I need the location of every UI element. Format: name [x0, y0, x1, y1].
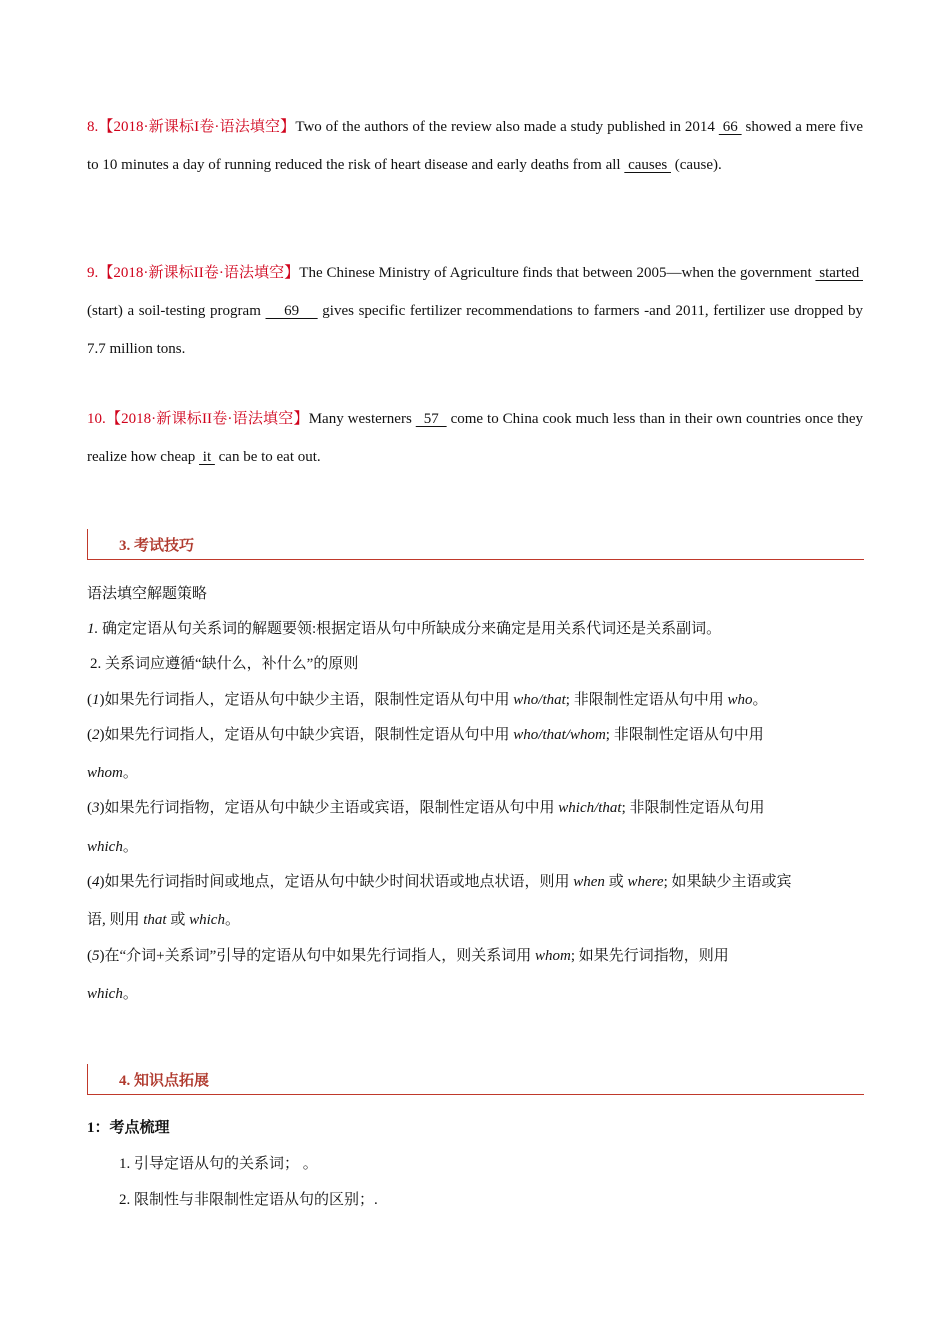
tip-number: 1.: [87, 621, 99, 637]
section-header-exam-tips: [87, 529, 864, 560]
rule-5-continued: [87, 982, 138, 1003]
rule-number: 3: [92, 800, 100, 816]
rule-number: 5: [92, 948, 100, 964]
rule-2-continued: [87, 761, 138, 782]
keyword: where: [627, 874, 664, 890]
knowledge-item-2: 2. 限制性与非限制性定语从句的区别；.: [119, 1192, 378, 1208]
rule-text: 如果先行词指人，定语从句中缺少主语，限制性定语从句中用: [104, 692, 514, 708]
rule-text: 如果先行词指人，定语从句中缺少宾语，限制性定语从句中用: [104, 727, 514, 743]
rule-text: 或: [166, 912, 190, 928]
keyword: who/that: [513, 692, 566, 708]
rule-text: 语, 则用: [87, 912, 144, 928]
rule-text: ; 非限制性定语从句中用: [605, 727, 764, 743]
question-text: gives specific fertilizer recommendations to farmers -and 2011, fertilizer use dropped by 7.7 million tons.: [87, 303, 863, 357]
keyword: which: [87, 839, 123, 855]
keyword: whom: [87, 765, 123, 781]
question-number: 9.: [87, 265, 99, 281]
rule-text: 。: [224, 912, 240, 928]
section-header-knowledge-extension: [87, 1064, 864, 1095]
keyword: who/that/whom: [513, 727, 606, 743]
rule-text: 在“介词+关系词”引导的定语从句中如果先行词指人，则关系词用: [104, 948, 536, 964]
keyword: whom: [535, 948, 571, 964]
strategy-title: 语法填空解题策略: [87, 586, 208, 602]
rule-text: ; 非限制性定语从句中用: [565, 692, 728, 708]
rule-number: 4: [92, 874, 100, 890]
rule-text: 。: [122, 986, 138, 1002]
question-text: Many westerners: [308, 411, 416, 427]
question-number: 10.: [87, 411, 106, 427]
question-text: come to China cook much less than in their own countries once they realize how cheap: [87, 411, 864, 465]
rule-text: 或: [604, 874, 628, 890]
rule-text: 。: [122, 765, 138, 781]
rule-text: ; 如果缺少主语或宾: [663, 874, 792, 890]
section-title: 4. 知识点拓展: [119, 1073, 210, 1089]
rule-number: 1: [92, 692, 100, 708]
keyword: which/that: [558, 800, 622, 816]
keyword: who: [727, 692, 753, 708]
question-text: can be to eat out.: [214, 449, 321, 465]
rule-4: (4)如果先行词指时间或地点，定语从句中缺少时间状语或地点状语，则用 when 或 where; 如果缺少主语或宾: [87, 874, 792, 890]
question-source: 【2018·新课标I卷·语法填空】: [98, 119, 296, 135]
rule-text: 。: [122, 839, 138, 855]
rule-3-continued: [87, 835, 138, 856]
question-text: Two of the authors of the review also made a study published in 2014: [295, 119, 719, 135]
rule-text: 如果先行词指时间或地点，定语从句中缺少时间状语或地点状语，则用: [104, 874, 574, 890]
rule-text: ; 如果先行词指物，则用: [570, 948, 729, 964]
answer-blank: 57: [415, 411, 447, 427]
section-title: 3. 考试技巧: [119, 538, 195, 554]
question-text: (start) a soil-testing program: [87, 303, 266, 319]
rule-2: (2)如果先行词指人，定语从句中缺少宾语，限制性定语从句中用 who/that/whom; 非限制性定语从句中用: [87, 727, 764, 743]
question-9: [87, 254, 863, 368]
keyword: which: [189, 912, 225, 928]
tip-line-2: [90, 652, 358, 673]
answer-blank: 69: [265, 303, 318, 319]
rule-number: 2: [92, 727, 100, 743]
tip-line-1: [87, 617, 721, 638]
answer-blank: started: [815, 265, 863, 281]
answer-blank: it: [199, 449, 215, 465]
keyword: which: [87, 986, 123, 1002]
rule-4-continued: [87, 908, 240, 929]
rule-text: ; 非限制性定语从句用: [621, 800, 765, 816]
tip-text: 确定定语从句关系词的解题要领:根据定语从句中所缺成分来确定是用关系代词还是关系副词。: [98, 621, 722, 637]
answer-blank: 66: [718, 119, 742, 135]
question-source: 【2018·新课标II卷·语法填空】: [98, 265, 300, 281]
rule-1: (1)如果先行词指人，定语从句中缺少主语，限制性定语从句中用 who/that; 非限制性定语从句中用 who。: [87, 692, 768, 708]
rule-5: (5)在“介词+关系词”引导的定语从句中如果先行词指人，则关系词用 whom; 如果先行词指物，则用: [87, 948, 729, 964]
rule-3: (3)如果先行词指物，定语从句中缺少主语或宾语，限制性定语从句中用 which/that; 非限制性定语从句用: [87, 800, 765, 816]
keyword: that: [143, 912, 167, 928]
question-text: (cause).: [670, 157, 722, 173]
rule-text: 如果先行词指物，定语从句中缺少主语或宾语，限制性定语从句中用: [104, 800, 559, 816]
tip-text: 2. 关系词应遵循“缺什么，补什么”的原则: [90, 656, 359, 672]
question-source: 【2018·新课标II卷·语法填空】: [105, 411, 309, 427]
rule-text: 。: [752, 692, 768, 708]
knowledge-item-1: 1. 引导定语从句的关系词； 。: [119, 1156, 318, 1172]
question-text: The Chinese Ministry of Agriculture finds that between 2005—when the government: [299, 265, 816, 281]
question-number: 8.: [87, 119, 99, 135]
answer-blank: causes: [624, 157, 671, 173]
question-10: [87, 400, 863, 476]
keyword: when: [573, 874, 605, 890]
question-8: [87, 108, 863, 184]
knowledge-heading: 1：考点梳理: [87, 1120, 170, 1136]
question-text: showed a mere five to 10 minutes a day of running reduced the risk of heart disease and early deaths from all: [87, 119, 863, 173]
